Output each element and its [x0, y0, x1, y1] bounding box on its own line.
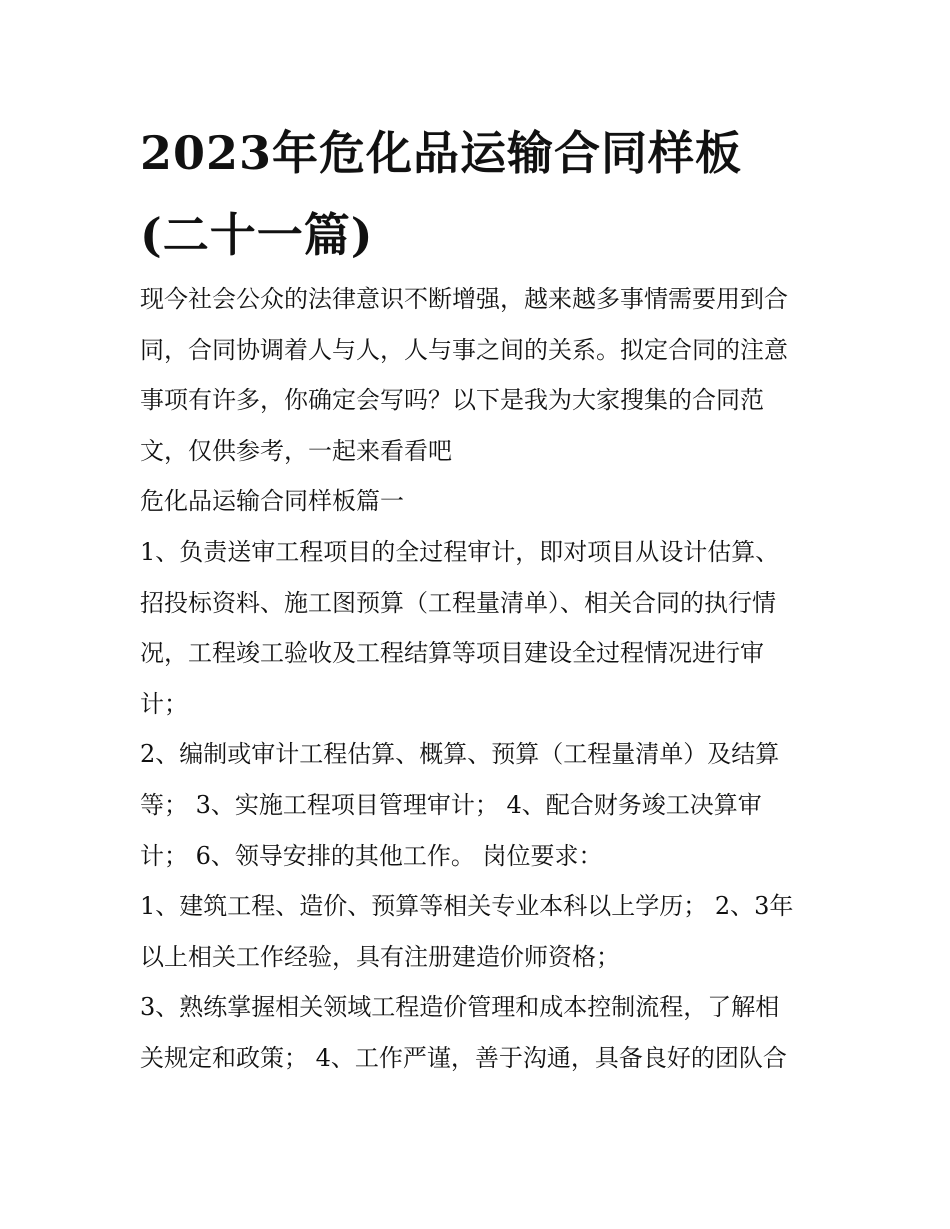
requirement-line: 1、建筑工程、造价、预算等相关专业本科以上学历； 2、3年 [140, 892, 794, 921]
document-body [140, 274, 820, 1084]
intro-line: 事项有许多，你确定会写吗？以下是我为大家搜集的合同范 [140, 386, 764, 415]
title-line-2: (二十一篇) [140, 208, 374, 262]
intro-line: 现今社会公众的法律意识不断增强，越来越多事情需要用到合 [140, 285, 788, 313]
duty-line: 2、编制或审计工程估算、概算、预算（工程量清单）及结算 [140, 740, 780, 769]
requirement-line: 关规定和政策； 4、工作严谨，善于沟通，具备良好的团队合 [140, 1043, 787, 1072]
requirement-line: 以上相关工作经验，具有注册建造价师资格； [140, 942, 620, 971]
duty-line: 1、负责送审工程项目的全过程审计，即对项目从设计估算、 [140, 537, 780, 566]
title-line-1: 2023年危化品运输合同样板 [140, 126, 743, 180]
duty-line: 计； [140, 689, 188, 718]
duty-line: 计； 6、领导安排的其他工作。 岗位要求： [140, 841, 603, 870]
section-heading: 危化品运输合同样板篇一 [140, 487, 404, 516]
duty-line: 等； 3、实施工程项目管理审计； 4、配合财务竣工决算审 [140, 790, 762, 819]
duty-line: 况，工程竣工验收及工程结算等项目建设全过程情况进行审 [140, 639, 764, 668]
document-title [140, 112, 840, 276]
intro-line: 文，仅供参考，一起来看看吧 [140, 436, 452, 465]
duty-line: 招投标资料、施工图预算（工程量清单）、相关合同的执行情 [140, 588, 776, 617]
intro-line: 同，合同协调着人与人，人与事之间的关系。拟定合同的注意 [140, 335, 788, 364]
requirement-line: 3、熟练掌握相关领域工程造价管理和成本控制流程，了解相 [140, 993, 780, 1022]
